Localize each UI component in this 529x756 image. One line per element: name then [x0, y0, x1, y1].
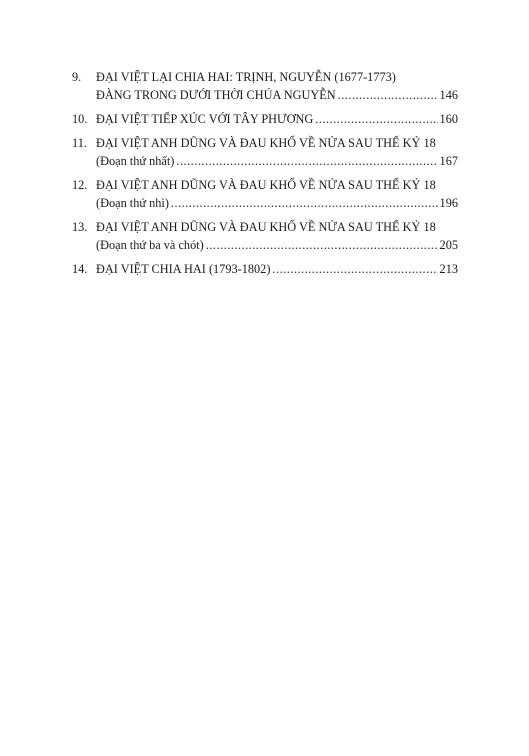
toc-entry-title-line: ĐÀNG TRONG DƯỚI THỜI CHÚA NGUYỄN	[96, 88, 336, 102]
toc-entry-page: 160	[439, 112, 458, 126]
toc-entry-title-line: ĐẠI VIỆT ANH DŨNG VÀ ĐAU KHỔ VỀ NỬA SAU THẾ KỶ 18	[96, 136, 436, 150]
toc-entry-number: 10.	[72, 112, 88, 126]
dot-leader	[176, 152, 437, 170]
toc-entry-title-line: ĐẠI VIỆT ANH DŨNG VÀ ĐAU KHỔ VỀ NỬA SAU THẾ KỶ 18	[96, 178, 436, 192]
toc-entry-number: 9.	[72, 70, 82, 84]
toc-entry-title-line: ĐẠI VIỆT ANH DŨNG VÀ ĐAU KHỔ VỀ NỬA SAU THẾ KỶ 18	[96, 220, 436, 234]
toc-entry-number: 12.	[72, 178, 88, 192]
dot-leader	[206, 236, 438, 254]
toc-entry-page: 213	[439, 262, 458, 276]
toc-entry-page: 205	[439, 238, 458, 252]
toc-entry-title-line: ĐẠI VIỆT CHIA HAI (1793-1802)	[96, 262, 271, 276]
toc-entry-14[interactable]	[72, 260, 458, 278]
toc-entry-13[interactable]	[72, 218, 458, 254]
table-of-contents	[72, 68, 458, 284]
toc-entry-11[interactable]	[72, 134, 458, 170]
toc-entry-12[interactable]	[72, 176, 458, 212]
toc-entry-10[interactable]	[72, 110, 458, 128]
toc-entry-number: 11.	[72, 136, 87, 150]
toc-entry-9[interactable]	[72, 68, 458, 104]
toc-entry-page: 167	[439, 154, 458, 168]
toc-entry-title-line: ĐẠI VIỆT TIẾP XÚC VỚI TÂY PHƯƠNG	[96, 112, 314, 126]
toc-entry-number: 13.	[72, 220, 88, 234]
toc-entry-number: 14.	[72, 262, 88, 276]
toc-entry-title-line: ĐẠI VIỆT LẠI CHIA HAI: TRỊNH, NGUYỄN (1677-1773)	[96, 70, 396, 84]
dot-leader	[338, 86, 438, 104]
toc-entry-page: 146	[439, 88, 458, 102]
toc-entry-title-line: (Đoạn thứ nhất)	[96, 154, 175, 168]
dot-leader	[315, 110, 437, 128]
dot-leader	[272, 260, 437, 278]
dot-leader	[171, 194, 438, 212]
toc-entry-title-line: (Đoạn thứ ba và chót)	[96, 238, 204, 252]
toc-entry-title-line: (Đoạn thứ nhì)	[96, 196, 169, 210]
toc-entry-page: 196	[439, 196, 458, 210]
